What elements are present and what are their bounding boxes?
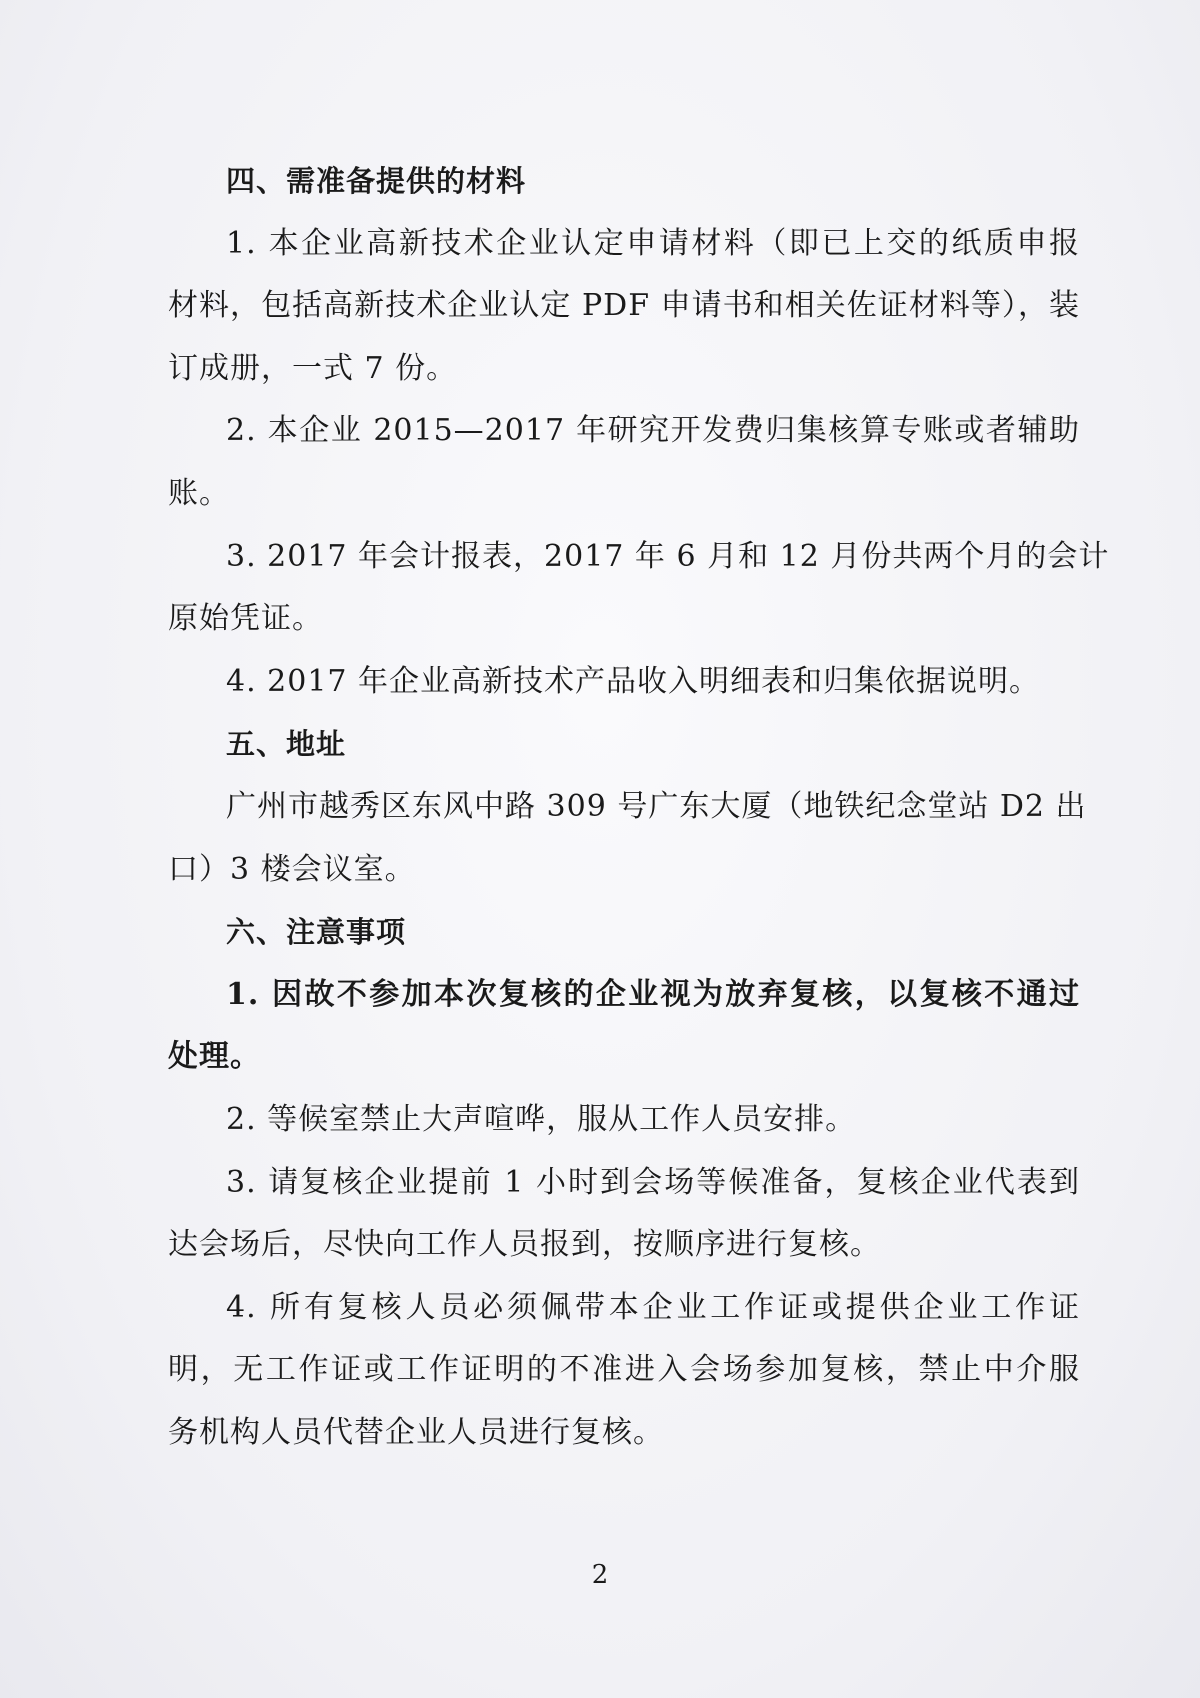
text-line: 务机构人员代替企业人员进行复核。: [168, 1414, 664, 1450]
section-heading: [168, 150, 1080, 213]
paragraph: [168, 776, 1087, 901]
text-line: 1. 因故不参加本次复核的企业视为放弃复核，以复核不通过: [226, 976, 1080, 1012]
text-line: 六、注意事项: [226, 915, 407, 950]
section-heading: [168, 713, 1080, 776]
paragraph: [168, 1152, 1080, 1277]
text-line: 材料，包括高新技术企业认定 PDF 申请书和相关佐证材料等），装: [168, 288, 1080, 324]
text-line: 账。: [168, 475, 230, 511]
paragraph: [168, 1089, 1080, 1152]
text-line: 订成册，一式 7 份。: [168, 350, 458, 386]
text-line: 处理。: [168, 1039, 261, 1075]
text-line: 口）3 楼会议室。: [168, 851, 416, 887]
text-line: 明，无工作证或工作证明的不准进入会场参加复核，禁止中介服: [168, 1352, 1080, 1388]
paragraph: [168, 213, 1080, 401]
paragraph: [168, 400, 1080, 525]
text-line: 4. 2017 年企业高新技术产品收入明细表和归集依据说明。: [226, 663, 1041, 699]
paragraph: [168, 964, 1080, 1089]
text-line: 四、需准备提供的材料: [226, 164, 527, 198]
text-line: 4. 所有复核人员必须佩带本企业工作证或提供企业工作证: [226, 1289, 1080, 1325]
text-line: 3. 请复核企业提前 1 小时到会场等候准备，复核企业代表到: [226, 1164, 1080, 1200]
text-line: 2. 等候室禁止大声喧哗，服从工作人员安排。: [226, 1101, 857, 1137]
text-line: 1. 本企业高新技术企业认定申请材料（即已上交的纸质申报: [226, 225, 1080, 261]
text-line: 3. 2017 年会计报表，2017 年 6 月和 12 月份共两个月的会计: [226, 538, 1110, 574]
text-line: 达会场后，尽快向工作人员报到，按顺序进行复核。: [168, 1227, 881, 1263]
paragraph: [168, 526, 1110, 651]
text-line: 2. 本企业 2015—2017 年研究开发费归集核算专账或者辅助: [226, 413, 1080, 449]
paragraph: [168, 651, 1080, 714]
text-line: 五、地址: [226, 727, 347, 762]
text-line: 原始凭证。: [168, 601, 323, 637]
document-body: [168, 150, 1110, 1464]
section-heading: [168, 901, 1080, 964]
paragraph: [168, 1277, 1080, 1465]
page-number: 2: [591, 1560, 609, 1590]
text-line: 广州市越秀区东风中路 309 号广东大厦（地铁纪念堂站 D2 出: [226, 788, 1087, 824]
